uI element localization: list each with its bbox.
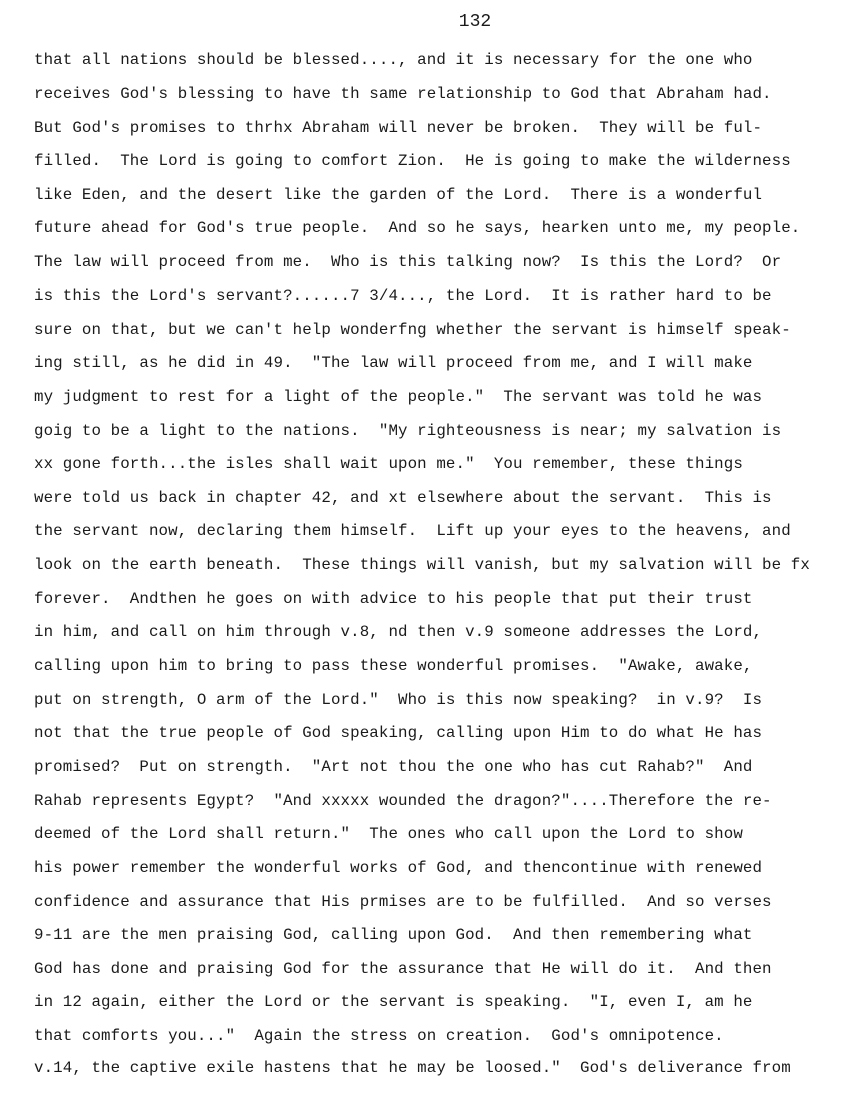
text-line: that comforts you..." Again the stress on creation. God's omnipotence. xyxy=(34,1027,724,1045)
text-line: his power remember the wonderful works of God, and thencontinue with renewed xyxy=(34,859,763,877)
text-line: that all nations should be blessed...., and it is necessary for the one who xyxy=(34,51,753,69)
text-line: ing still, as he did in 49. "The law will proceed from me, and I will make xyxy=(34,354,753,372)
text-line: in him, and call on him through v.8, nd then v.9 someone addresses the Lord, xyxy=(34,623,763,641)
text-line: receives God's blessing to have th same relationship to God that Abraham had. xyxy=(34,85,772,103)
text-line: 9-11 are the men praising God, calling upon God. And then remembering what xyxy=(34,926,753,944)
text-line: filled. The Lord is going to comfort Zion. He is going to make the wilderness xyxy=(34,152,791,170)
text-line: xx gone forth...the isles shall wait upon me." You remember, these things xyxy=(34,455,743,473)
text-line: promised? Put on strength. "Art not thou the one who has cut Rahab?" And xyxy=(34,758,753,776)
text-line: The law will proceed from me. Who is this talking now? Is this the Lord? Or xyxy=(34,253,782,271)
text-line: confidence and assurance that His prmises are to be fulfilled. And so verses xyxy=(34,893,772,911)
text-line: my judgment to rest for a light of the people." The servant was told he was xyxy=(34,388,763,406)
text-line: future ahead for God's true people. And so he says, hearken unto me, my people. xyxy=(34,219,801,237)
text-line: sure on that, but we can't help wonderfng whether the servant is himself speak- xyxy=(34,321,791,339)
text-line: v.14, the captive exile hastens that he may be loosed." God's deliverance from xyxy=(34,1059,791,1077)
text-line: deemed of the Lord shall return." The ones who call upon the Lord to show xyxy=(34,825,743,843)
text-line: in 12 again, either the Lord or the servant is speaking. "I, even I, am he xyxy=(34,993,753,1011)
text-line: Rahab represents Egypt? "And xxxxx wounded the dragon?"....Therefore the re- xyxy=(34,792,772,810)
text-line: look on the earth beneath. These things will vanish, but my salvation will be fx xyxy=(34,556,810,574)
text-line: forever. Andthen he goes on with advice to his people that put their trust xyxy=(34,590,753,608)
page-number: 132 xyxy=(458,12,492,32)
text-line: the servant now, declaring them himself. Lift up your eyes to the heavens, and xyxy=(34,522,791,540)
text-line: goig to be a light to the nations. "My righteousness is near; my salvation is xyxy=(34,422,782,440)
text-line: were told us back in chapter 42, and xt elsewhere about the servant. This is xyxy=(34,489,772,507)
text-line: put on strength, O arm of the Lord." Who is this now speaking? in v.9? Is xyxy=(34,691,763,709)
text-line: calling upon him to bring to pass these wonderful promises. "Awake, awake, xyxy=(34,657,753,675)
text-line: not that the true people of God speaking, calling upon Him to do what He has xyxy=(34,724,763,742)
text-line: But God's promises to thrhx Abraham will never be broken. They will be ful- xyxy=(34,119,763,137)
text-line: God has done and praising God for the assurance that He will do it. And then xyxy=(34,960,772,978)
text-line: like Eden, and the desert like the garden of the Lord. There is a wonderful xyxy=(34,186,763,204)
text-line: is this the Lord's servant?......7 3/4..., the Lord. It is rather hard to be xyxy=(34,287,772,305)
